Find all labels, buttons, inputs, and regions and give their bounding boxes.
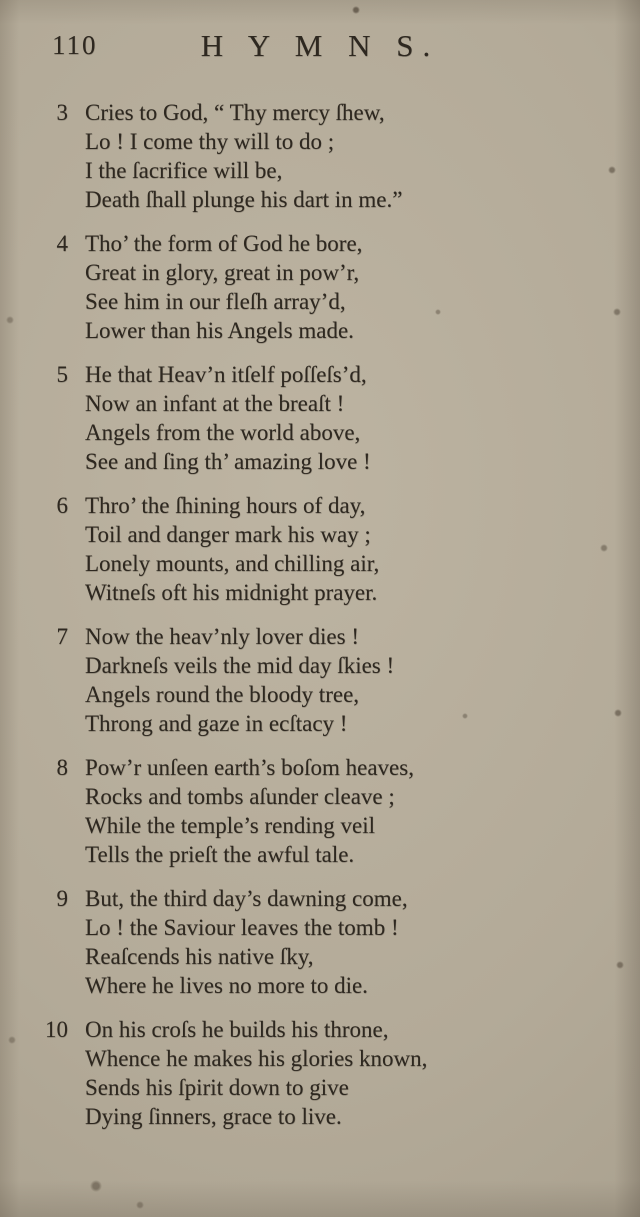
hymn-line: Great in glory, great in pow’r, [85, 260, 360, 285]
stanza-lines [85, 491, 379, 607]
stanza [0, 753, 640, 869]
stanza [0, 884, 640, 1000]
stanza-number: 6 [56, 493, 68, 518]
hymn-line: Thro’ the ſhining hours of day, [85, 493, 366, 518]
hymn-line: Dying ſinners, grace to live. [85, 1104, 342, 1129]
hymn-stanzas [0, 98, 640, 1131]
hymn-line: But, the third day’s dawning come, [85, 886, 408, 911]
hymn-line: See him in our fleſh array’d, [85, 289, 346, 314]
hymn-line: Where he lives no more to die. [85, 973, 368, 998]
hymn-line: While the temple’s rending veil [85, 813, 375, 838]
stanza [0, 622, 640, 738]
hymn-line: Pow’r unſeen earth’s boſom heaves, [85, 755, 414, 780]
hymn-line: Throng and gaze in ecſtacy ! [85, 711, 348, 736]
stanza [0, 1015, 640, 1131]
stanza-number: 10 [45, 1017, 68, 1042]
stanza-number: 3 [56, 100, 68, 125]
stanza [0, 229, 640, 345]
hymn-line: Lo ! I come thy will to do ; [85, 129, 335, 154]
hymn-line: Cries to God, “ Thy mercy ſhew, [85, 100, 385, 125]
stanza [0, 491, 640, 607]
hymn-line: He that Heav’n itſelf poſſeſs’d, [85, 362, 367, 387]
stanza-number: 9 [56, 886, 68, 911]
hymn-line: Tho’ the form of God he bore, [85, 231, 363, 256]
stanza-number: 4 [56, 231, 68, 256]
hymn-line: Whence he makes his glories known, [85, 1046, 428, 1071]
hymn-line: See and ſing th’ amazing love ! [85, 449, 371, 474]
stanza [0, 98, 640, 214]
stanza-lines [85, 622, 394, 738]
stanza-lines [85, 1015, 427, 1131]
page-number: 110 [52, 30, 98, 60]
stanza-lines [85, 884, 408, 1000]
stanza-number: 8 [56, 755, 68, 780]
hymn-line: I the ſacrifice will be, [85, 158, 283, 183]
hymn-line: Rocks and tombs aſunder cleave ; [85, 784, 395, 809]
hymn-line: Darkneſs veils the mid day ſkies ! [85, 653, 395, 678]
page-header [0, 0, 640, 72]
hymn-line: Reaſcends his native ſky, [85, 944, 314, 969]
page-title: H Y M N S. [200, 28, 440, 63]
stanza [0, 360, 640, 476]
hymn-line: Now an infant at the breaſt ! [85, 391, 345, 416]
hymn-line: Now the heav’nly lover dies ! [85, 624, 360, 649]
stanza-lines [85, 229, 362, 345]
hymn-line: Death ſhall plunge his dart in me.” [85, 187, 403, 212]
stanza-lines [85, 98, 402, 214]
hymn-line: Tells the prieſt the awful tale. [85, 842, 355, 867]
hymn-line: On his croſs he builds his throne, [85, 1017, 389, 1042]
hymn-line: Angels round the bloody tree, [85, 682, 360, 707]
stanza-number: 7 [56, 624, 68, 649]
stanza-lines [85, 360, 371, 476]
hymn-line: Toil and danger mark his way ; [85, 522, 371, 547]
hymn-line: Witneſs oft his midnight prayer. [85, 580, 378, 605]
stanza-lines [85, 753, 414, 869]
hymn-line: Lo ! the Saviour leaves the tomb ! [85, 915, 399, 940]
hymn-line: Lower than his Angels made. [85, 318, 354, 343]
stanza-number: 5 [56, 362, 68, 387]
hymn-line: Angels from the world above, [85, 420, 361, 445]
hymn-line: Sends his ſpirit down to give [85, 1075, 349, 1100]
hymn-line: Lonely mounts, and chilling air, [85, 551, 380, 576]
